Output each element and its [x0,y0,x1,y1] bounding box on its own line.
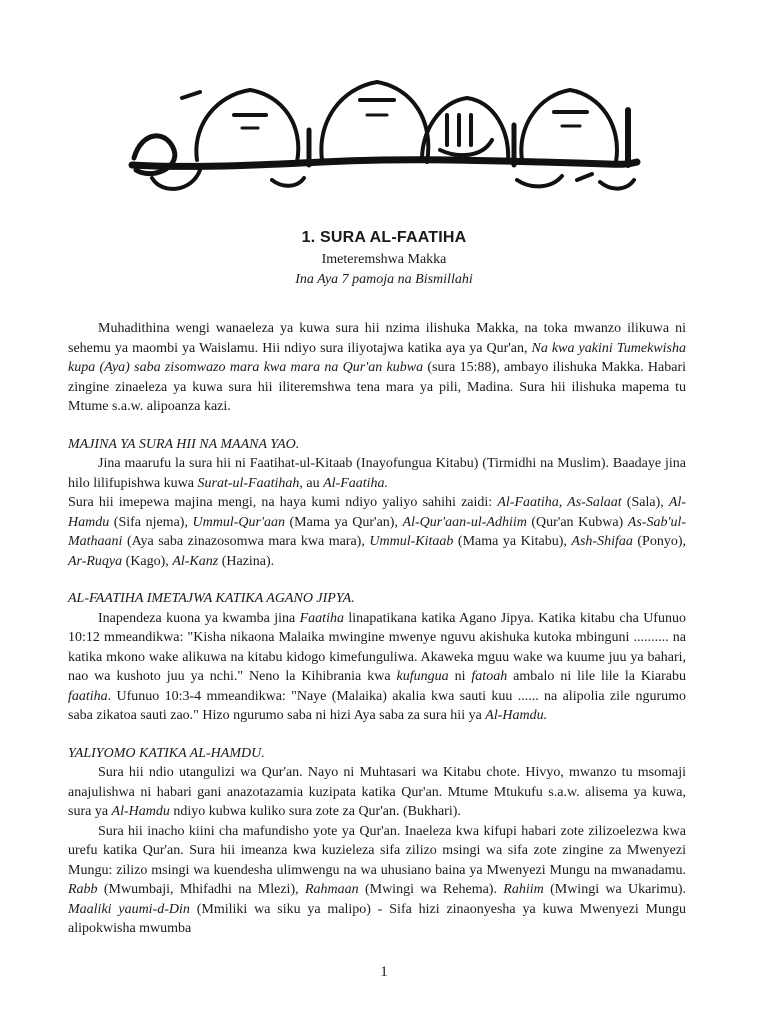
text-run: linapatikana katika Agano Jipya. Katika kitabu cha Ufunuo 10:12 mmeandikwa: "Kisha nikaona Malaika mwingine mwenye nguvu akishuka kutoka mbinguni .......... na katika mkono wake alikuwa na kitabu kidogo kimefunguliwa. Akaweka mguu wake wa kuume juu ya bahari, nao wa kushoto juu ya nchi." Neno la Kihibrania kwa [68,610,686,684]
text-run: Sura hii ndio utangulizi wa Qur'an. Nayo ni Muhtasari wa Kitabu chote. Hivyo, mwanzo tu msomaji anajulishwa ni habari gani anazotazamia kuzipata katika Qur'an. Mtume Mtukufu s.a.w. alisema ya kuwa, sura ya [68,765,686,819]
text-run: , au [299,475,324,491]
verse-count: Ina Aya 7 pamoja na Bismillahi [295,272,473,287]
text-run: (Mwumbaji, Mhifadhi na Mlezi), [97,882,305,897]
names-paragraph-2 [68,493,686,571]
text-run: Sura hii imepewa majina mengi, na haya kumi ndiyo yaliyo sahihi zaidi: [68,495,498,510]
italic-term: Ummul-Qur'aan [192,514,285,530]
text-run: . Ufunuo 10:3-4 mmeandikwa: "Naye (Malaika) akalia kwa sauti kuu ...... na alipolia zile ngurumo saba zikatoa sauti zao." Hizo ngurumo saba ni hizi Aya saba za sura hii ya [68,688,686,723]
text-run: (Qur'an Kubwa) [526,514,628,530]
italic-term: Faatiha [299,610,344,626]
italic-term: Al-Hamdu. [485,708,548,723]
text-run: ni [448,669,472,684]
names-paragraph-1 [68,454,686,493]
italic-term: kufungua [396,669,449,684]
italic-term: faatiha [68,688,108,704]
italic-term: Rahmaan [304,882,359,897]
contents-paragraph-2 [68,822,686,939]
text-run: (Mama ya Kitabu), [453,534,572,549]
body-text [68,319,686,939]
text-run: ambalo ni lile lile la Kiarabu [507,669,687,684]
italic-term: Ash-Shifaa [571,534,633,549]
contents-paragraph-1 [68,763,686,822]
section-heading-names: MAJINA YA SURA HII NA MAANA YAO. [68,436,300,452]
page-number: 1 [380,964,388,980]
text-run: (Ponyo), [632,534,686,549]
bismillah-calligraphy-graphic [122,70,647,200]
italic-term: Al-Faatiha. [323,475,389,491]
italic-term: Al-Qur'aan-ul-Adhiim [402,514,527,530]
text-run: Inapendeza kuona ya kwamba jina [98,610,300,626]
section-heading-contents: YALIYOMO KATIKA AL-HAMDU. [68,745,265,761]
text-run: (sura 15:88), ambayo ilishuka Makka. Habari zingine zinaeleza ya kuwa sura hii iliteremshwa tena mara ya pili, Madina. Sura hii ilishuka mapema tu Mtume s.a.w. alipoanza kazi. [68,360,687,414]
text-run: Sura hii inacho kiini cha mafundisho yote ya Qur'an. Inaeleza kwa kifupi habari zote zilizoelezwa kwa urefu katika Qur'an. Sura hii imeanza kwa kuzieleza sifa zilizo msingi wa sifa zote zingine za Mwenyezi Mungu: zilizo msingi wa kuendesha ulimwengu na wa uhusiano baina ya Mwenyezi Mungu na mwanadamu. [68,823,686,878]
text-run: (Hazina). [218,553,275,569]
italic-term: As-Sab'ul-Mathaani [68,514,686,549]
text-run: (Kago), [122,553,173,569]
italic-term: Al-Faatiha, As-Salaat [497,495,622,510]
italic-term: Ar-Ruqya [68,553,123,569]
revelation-place: Imeteremshwa Makka [321,252,447,267]
text-run: (Mmiliki wa siku ya malipo) - Sifa hizi zinaonyesha ya kuwa Mwenyezi Mungu alipokwisha mwumba [68,901,686,936]
text-run: (Sala), [621,495,669,510]
quran-quote: Na kwa yakini Tumekwisha kupa (Aya) saba zisomwazo mara kwa mara na Qur'an kubwa [68,340,686,375]
italic-term: Al-Kanz [172,553,219,569]
surah-title: 1. SURA AL-FAATIHA [301,229,467,246]
italic-term: Rahiim [503,882,544,897]
new-testament-paragraph [68,609,686,726]
section-heading-new-testament: AL-FAATIHA IMETAJWA KATIKA AGANO JIPYA. [68,591,355,606]
text-run: ndiyo kubwa kuliko sura zote za Qur'an. (Bukhari). [169,804,461,819]
italic-term: Rabb [68,882,98,897]
intro-paragraph [68,319,686,417]
text-run: (Mwingi wa Rehema). [358,882,504,897]
italic-term: Al-Hamdu [68,495,687,530]
text-run: (Aya saba zinazosomwa mara kwa mara), [122,534,370,549]
bismillah-calligraphy [122,70,647,200]
italic-term: Surat-ul-Faatihah [197,475,300,491]
text-run: (Mama ya Qur'an), [284,514,403,530]
italic-term: fatoah [471,669,508,684]
text-run: Jina maarufu la sura hii ni Faatihat-ul-Kitaab (Inayofungua Kitabu) (Tirmidhi na Muslim). Baadaye jina hilo lilifupishwa kuwa [68,456,686,491]
text-run: (Mwingi wa Ukarimu). [543,882,686,897]
text-run: Muhadithina wengi wanaeleza ya kuwa sura hii nzima ilishuka Makka, na toka mwanzo ilikuwa ni sehemu ya maombi ya Waislamu. Hii ndiyo sura iliyotajwa katika aya ya Qur'an, [68,321,686,356]
italic-term: Ummul-Kitaab [369,534,454,549]
italic-term: Al-Hamdu [111,804,170,819]
text-run: (Sifa njema), [109,514,193,530]
italic-term: Maaliki yaumi-d-Din [68,901,190,917]
